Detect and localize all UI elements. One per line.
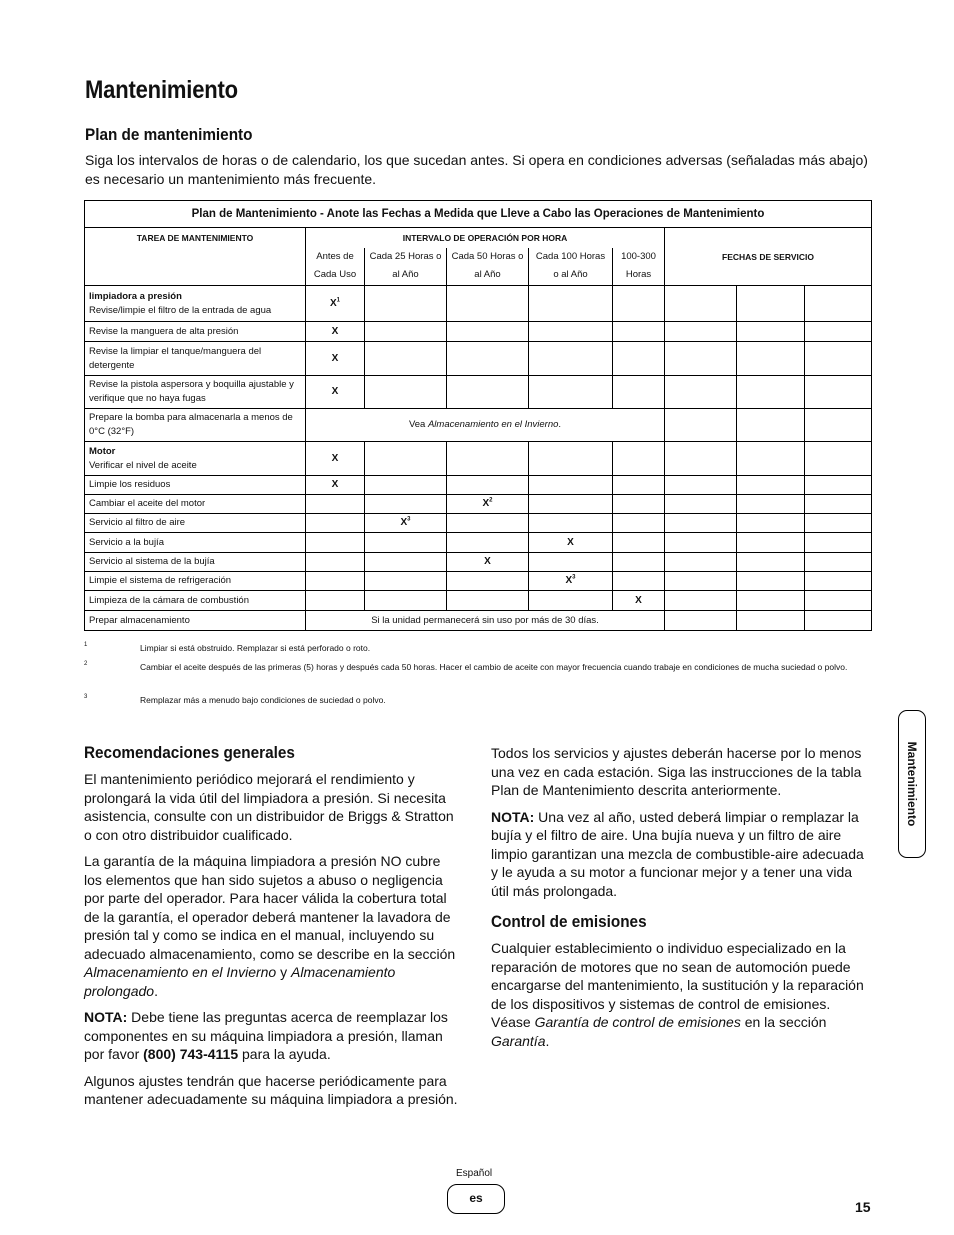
span-note (306, 409, 665, 442)
table-row (85, 476, 872, 495)
task-label: Limpie el sistema de refrigeración (85, 572, 306, 591)
footnote-text: Cambiar el aceite después de las primeras (5) horas y después cada 50 horas. Hacer el cambio de aceite con mayor frecuencia cuando trabaje en condiciones de mucha suciedad o polvo. (140, 662, 848, 672)
table-row (85, 611, 872, 631)
col-dates-header: FECHAS DE SERVICIO (665, 228, 872, 286)
table-row (85, 495, 872, 514)
page-number: 15 (855, 1199, 871, 1215)
task-label: Revise la pistola aspersora y boquilla ajustable y verifique que no haya fugas (85, 376, 306, 409)
interval-mark: X (306, 476, 365, 495)
table-row (85, 342, 872, 376)
interval-mark: X (306, 322, 365, 342)
table-row (85, 572, 872, 591)
span-note: Si la unidad permanecerá sin uso por más de 30 días. (306, 611, 665, 631)
table-row (85, 514, 872, 533)
interval-mark: X (329, 297, 337, 309)
interval-mark: X (400, 517, 408, 528)
interval-mark: X (482, 498, 490, 509)
task-label: Prepar almacenamiento (85, 611, 306, 631)
text: Una vez al año, usted deberá limpiar o remplazar la bujía y el filtro de aire. Una bujía nueva y un filtro de aire limpio garantizan una mezcla de combustible-aire adecuada y le ayuda a su motor a funcionar mejor y a tener una vida útil más prolongada. (491, 808, 864, 899)
recommendations-section (84, 743, 462, 1117)
paragraph: Todos los servicios y ajustes deberán hacerse por lo menos una vez en cada estación. Siga las instrucciones de la tabla Plan de Mantenimiento descrita anteriormente. (491, 745, 862, 798)
footnote-text: Remplazar más a menudo bajo condiciones de suciedad o polvo. (140, 695, 386, 705)
paragraph (84, 1008, 462, 1064)
task-label: Servicio al filtro de aire (85, 514, 306, 533)
task-label: Revise la limpiar el tanque/manguera del detergente (85, 342, 306, 376)
table-row (85, 442, 872, 476)
footnote-ref: 2 (489, 497, 493, 504)
table-row (85, 533, 872, 553)
italic-ref: Garantía (491, 1032, 546, 1049)
task-label: Revise/limpie el filtro de la entrada de agua (89, 304, 272, 316)
task-label: Prepare la bomba para almacenarla a menos de 0°C (32°F) (85, 409, 306, 442)
footnote (84, 641, 870, 655)
footnote-number: 1 (84, 642, 88, 648)
plan-heading: Plan de mantenimiento (85, 125, 253, 144)
table-row (85, 591, 872, 611)
text: y (276, 964, 292, 980)
note-label: NOTA: (491, 808, 535, 825)
text: para la ayuda. (238, 1046, 331, 1062)
text: . (545, 1032, 550, 1049)
paragraph: Algunos ajustes tendrán que hacerse periódicamente para mantener adecuadamente su máquina limpiadora a presión. (84, 1072, 458, 1107)
text: en la sección (740, 1014, 827, 1030)
sub-header: Cada 50 Horas o al Año (447, 248, 529, 286)
task-label: Servicio a la bujía (85, 533, 306, 553)
footnote-ref: 1 (336, 297, 340, 304)
page-title: Mantenimiento (85, 76, 238, 104)
group-label: limpiadora a presión (89, 290, 182, 302)
task-label: Verificar el nivel de aceite (89, 459, 197, 471)
interval-mark: X (447, 553, 529, 572)
sub-header: Cada 100 Horas o al Año (529, 248, 613, 286)
interval-mark: X (306, 442, 365, 476)
footnote (84, 693, 870, 707)
italic-ref: Almacenamiento en el Invierno (84, 964, 277, 980)
span-italic: Almacenamiento en el Invierno (427, 419, 559, 430)
section-side-tab (898, 710, 926, 858)
interval-mark: X (529, 533, 613, 553)
table-row (85, 553, 872, 572)
group-label: Motor (89, 445, 116, 457)
interval-mark: X (306, 376, 365, 409)
paragraph: El mantenimiento periódico mejorará el rendimiento y prolongará la vida útil del limpiadora a presión. Si necesita asistencia, consulte con un distribuidor de Briggs & Stratton o con otro distribuidor cualificado. (84, 771, 454, 843)
footnote (84, 660, 870, 674)
italic-ref: Garantía de control de emisiones (534, 1014, 741, 1030)
language-label: Español (456, 1168, 493, 1179)
plan-intro: Siga los intervalos de horas o de calendario, los que sucedan antes. Si opera en condiciones adversas (señaladas más abajo) es necesario un mantenimiento más frecuente. (85, 152, 868, 187)
col-interval-header: INTERVALO DE OPERACIÓN POR HORA (306, 228, 665, 248)
emissions-section (491, 912, 872, 1058)
language-badge: es (447, 1184, 505, 1214)
table-title: Plan de Mantenimiento - Anote las Fechas a Medida que Lleve a Cabo las Operaciones de Mantenimiento (85, 201, 872, 228)
footnote-ref: 3 (407, 516, 411, 523)
interval-mark: X (613, 591, 665, 611)
task-label: Servicio al sistema de la bujía (85, 553, 306, 572)
task-label: Revise la manguera de alta presión (85, 322, 306, 342)
footnote-number: 2 (84, 661, 88, 667)
sub-header: 100-300 Horas (613, 248, 665, 286)
footnote-text: Limpiar si está obstruido. Remplazar si está perforado o roto. (140, 643, 371, 653)
recommendations-heading: Recomendaciones generales (84, 743, 295, 762)
emissions-heading: Control de emisiones (491, 912, 647, 931)
italic-ref: Almacenamiento prolongado (84, 964, 396, 999)
note-label: NOTA: (84, 1009, 128, 1025)
right-column (491, 744, 872, 908)
sub-header: Cada 25 Horas o al Año (365, 248, 447, 286)
table-row (85, 409, 872, 442)
task-label: Limpieza de la cámara de combustión (85, 591, 306, 611)
paragraph (491, 808, 872, 901)
task-label: Cambiar el aceite del motor (85, 495, 306, 514)
table-row (85, 376, 872, 409)
paragraph (84, 852, 462, 1000)
interval-mark: X (306, 342, 365, 376)
interval-mark: X (565, 575, 573, 586)
task-label: Limpie los residuos (85, 476, 306, 495)
paragraph (491, 939, 872, 1050)
maintenance-table (84, 200, 872, 631)
col-task-header: TAREA DE MANTENIMIENTO (85, 228, 306, 286)
text: Debe tiene las preguntas acerca de reemplazar los componentes en su máquina limpiadora a presión, llaman por favor (84, 1009, 448, 1062)
footnote-ref: 3 (572, 574, 576, 581)
span-suffix: . (558, 419, 562, 430)
phone-number: (800) 743-4115 (143, 1046, 239, 1062)
footnote-number: 3 (84, 694, 88, 700)
text: Cualquier establecimiento o individuo especializado en la reparación de motores que no sean de automoción puede encargarse del mantenimiento, la sustitución y la reparación de los dispositivos y sistemas de control de emisiones. Véase (491, 940, 864, 1030)
text: . (154, 982, 158, 999)
side-tab-label: Mantenimiento (905, 741, 919, 827)
span-prefix: Vea (408, 419, 428, 430)
table-row (85, 322, 872, 342)
sub-header: Antes de Cada Uso (306, 248, 365, 286)
plan-section (85, 125, 271, 145)
text: La garantía de la máquina limpiadora a presión NO cubre los elementos que han sido sujetos a abuso o negligencia por parte del operador. Para hacer válida la cobertura total de la garantía, el operador deberá mantener la lavadora de presión tal y como se indica en el manual, incluyendo su adecuado almacenamiento, como se describe en la sección (84, 853, 456, 962)
table-row (85, 286, 872, 322)
